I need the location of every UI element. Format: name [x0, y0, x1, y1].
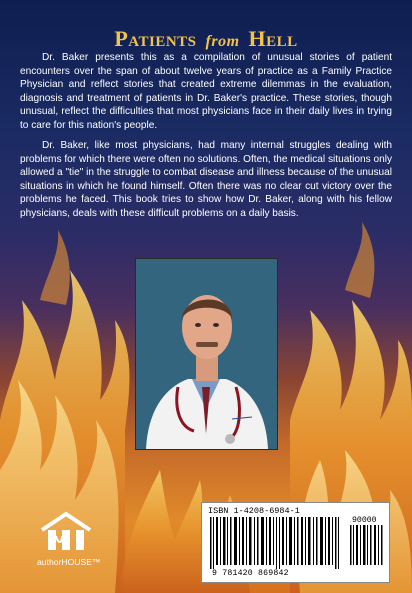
title-word-patients: Patients: [114, 26, 197, 51]
publisher-name: authorHOUSE™: [37, 557, 101, 567]
book-title: [0, 26, 412, 52]
price-code: 90000: [352, 516, 377, 525]
title-word-from: from: [205, 33, 240, 50]
authorhouse-house-logo-icon: [36, 510, 96, 554]
barcode-bars: [208, 517, 384, 569]
ean-digits: 9 781420 869842: [212, 569, 289, 578]
book-description: [20, 51, 392, 227]
description-paragraph-2: Dr. Baker, like most physicians, had many internal struggles dealing with problems for which there were often no solutions. Often, the medical situations only allowed a "tie" in the struggle to combat disease and illness because of the unusual situations in which he found himself. Often there was no clear cut victory over the problems he faced. This book tries to show how Dr. Baker, along with his fellow physicians, deals with these difficult problems on a daily basis.: [20, 140, 392, 219]
author-photo: [135, 258, 278, 450]
title-word-hell: Hell: [248, 26, 298, 51]
isbn-barcode: [201, 502, 390, 583]
author-portrait-illustration: [136, 259, 277, 449]
isbn-number: ISBN 1-4208-6984-1: [208, 506, 300, 516]
description-paragraph-1: Dr. Baker presents this as a compilation of unusual stories of patient encounters over the span of about twelve years of practice as a Family Practice Physician and reflect stories that created extreme dilemmas in the evaluation, diagnosis and treatment of patients in Dr. Baker's practice. These stories, though unusual, reflect the difficulties that most physicians face in their daily lives in trying to care for this nation's people.: [20, 52, 392, 131]
